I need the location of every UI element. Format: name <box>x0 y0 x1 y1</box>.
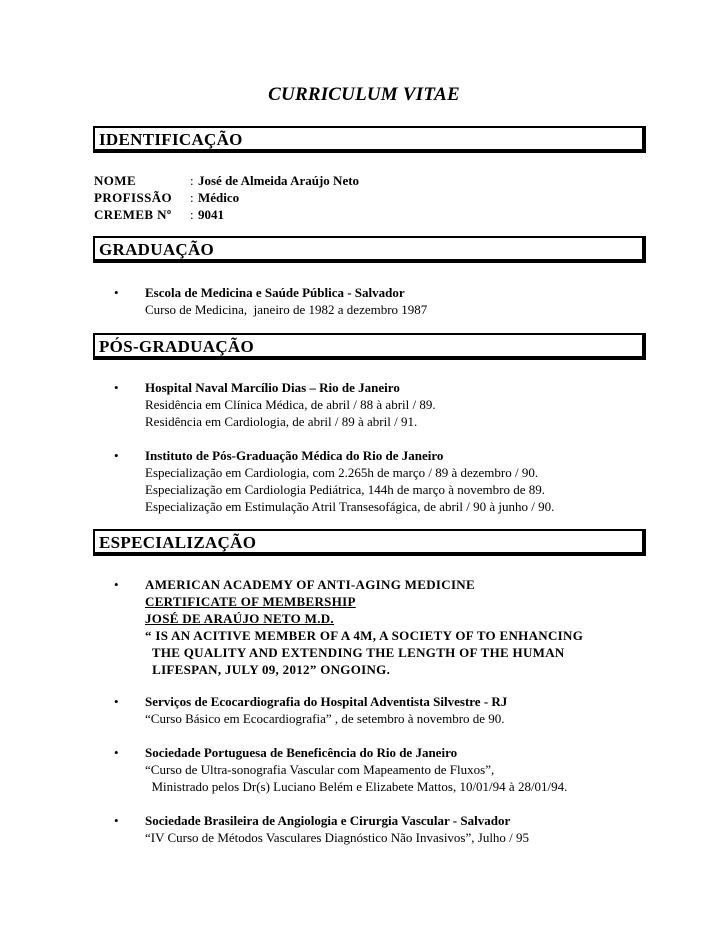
quote-line: LIFESPAN, JULY 09, 2012” ONGOING. <box>145 662 391 677</box>
section-header-especializacao: ESPECIALIZAÇÃO <box>93 529 646 556</box>
section-header-pos-graduacao: PÓS-GRADUAÇÃO <box>93 333 646 360</box>
section-header-identificacao: IDENTIFICAÇÃO <box>93 126 646 153</box>
identification-label: NOME <box>94 173 137 188</box>
entry-line: Residência em Clínica Médica, de abril / 88 à abril / 89. <box>145 397 436 412</box>
especializacao-entry-angiologia <box>112 812 529 846</box>
bullet: • <box>114 745 119 760</box>
entry-line: Especialização em Estimulação Atril Transesofágica, de abril / 90 à junho / 90. <box>145 499 555 514</box>
entry-title: Escola de Medicina e Saúde Pública - Salvador <box>145 285 405 300</box>
identification-label: PROFISSÃO <box>94 190 173 205</box>
bullet: • <box>114 694 119 709</box>
certificate-line: CERTIFICATE OF MEMBERSHIP <box>145 594 356 609</box>
identification-colon: : <box>190 173 194 188</box>
identification-row-nome <box>94 172 359 189</box>
entry-line: Residência em Cardiologia, de abril / 89 à abril / 91. <box>145 414 418 429</box>
identification-value: 9041 <box>198 207 224 222</box>
quote-line: “ IS AN ACITIVE MEMBER OF A 4M, A SOCIETY OF TO ENHANCING <box>145 628 584 643</box>
identification-colon: : <box>190 190 194 205</box>
entry-title: AMERICAN ACADEMY OF ANTI-AGING MEDICINE <box>145 577 475 592</box>
especializacao-entry-aaam <box>112 576 583 678</box>
pos-graduacao-entry-instituto <box>112 447 554 515</box>
entry-line: Ministrado pelos Dr(s) Luciano Belém e Elizabete Mattos, 10/01/94 à 28/01/94. <box>145 779 568 794</box>
especializacao-entry-adventista <box>112 693 507 727</box>
identification-row-profissao <box>94 189 359 206</box>
identification-value: Médico <box>198 190 240 205</box>
identification-label: CREMEB Nº <box>94 207 172 222</box>
entry-line: Especialização em Cardiologia Pediátrica, 144h de março à novembro de 89. <box>145 482 545 497</box>
bullet: • <box>114 577 119 592</box>
entry-line: Especialização em Cardiologia, com 2.265h de março / 89 à dezembro / 90. <box>145 465 539 480</box>
bullet: • <box>114 380 119 395</box>
section-header-graduacao: GRADUAÇÃO <box>93 236 646 263</box>
entry-title: Sociedade Portuguesa de Beneficência do Rio de Janeiro <box>145 745 458 760</box>
especializacao-entry-portuguesa <box>112 744 567 795</box>
member-name-line: JOSÉ DE ARAÚJO NETO M.D. <box>145 611 334 626</box>
entry-line: “IV Curso de Métodos Vasculares Diagnóstico Não Invasivos”, Julho / 95 <box>145 830 530 845</box>
bullet: • <box>114 285 119 300</box>
identification-colon: : <box>190 207 194 222</box>
entry-line: “Curso de Ultra-sonografia Vascular com Mapeamento de Fluxos”, <box>145 762 495 777</box>
entry-line: Curso de Medicina, janeiro de 1982 a dezembro 1987 <box>145 302 428 317</box>
identification-row-cremeb <box>94 206 359 223</box>
entry-line: “Curso Básico em Ecocardiografia” , de setembro à novembro de 90. <box>145 711 505 726</box>
graduacao-entry <box>112 284 427 318</box>
bullet: • <box>114 813 119 828</box>
identification-block <box>94 172 359 223</box>
entry-title: Instituto de Pós-Graduação Médica do Rio de Janeiro <box>145 448 444 463</box>
quote-line: THE QUALITY AND EXTENDING THE LENGTH OF THE HUMAN <box>145 645 565 660</box>
entry-title: Serviços de Ecocardiografia do Hospital Adventista Silvestre - RJ <box>145 694 508 709</box>
entry-title: Hospital Naval Marcílio Dias – Rio de Janeiro <box>145 380 400 395</box>
identification-value: José de Almeida Araújo Neto <box>198 173 360 188</box>
bullet: • <box>114 448 119 463</box>
entry-title: Sociedade Brasileira de Angiologia e Cirurgia Vascular - Salvador <box>145 813 511 828</box>
pos-graduacao-entry-hospital-naval <box>112 379 436 430</box>
document-title: CURRICULUM VITAE <box>268 84 460 105</box>
